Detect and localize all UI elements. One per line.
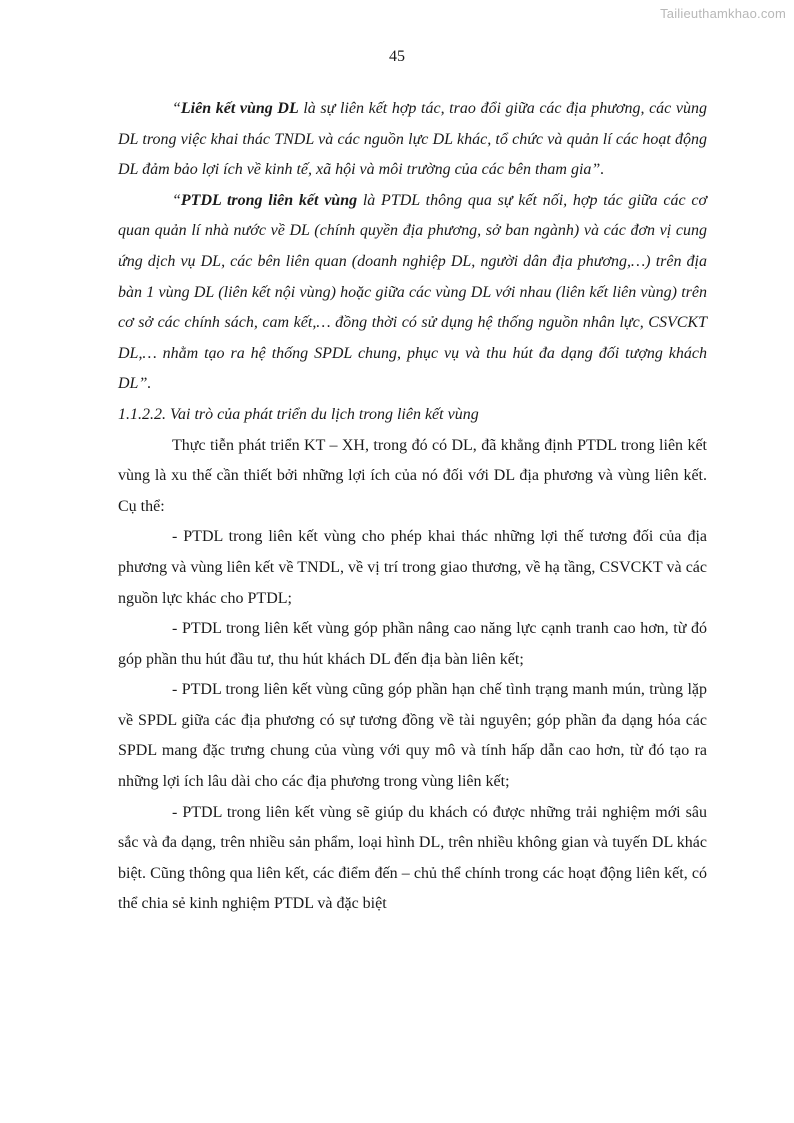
definition-regional-linkage <box>118 94 707 186</box>
paragraph: Thực tiễn phát triển KT – XH, trong đó có DL, đã khẳng định PTDL trong liên kết vùng là xu thế cần thiết bởi những lợi ích của nó đối với DL địa phương và vùng liên kết. Cụ thể: <box>118 436 707 515</box>
definition-term: Liên kết vùng DL <box>180 100 299 117</box>
definition-term: PTDL trong liên kết vùng <box>180 191 358 209</box>
bullet-paragraph: - PTDL trong liên kết vùng sẽ giúp du khách có được những trải nghiệm mới sâu sắc và đa dạng, trên nhiều sản phẩm, loại hình DL, trên nhiều không gian và tuyến DL khác biệt. Cũng thông qua liên kết, các điểm đến – chủ thể chính trong các hoạt động liên kết, có thể chia sẻ kinh nghiệm PTDL và đặc biệt <box>118 803 707 913</box>
bullet-paragraph: - PTDL trong liên kết vùng cũng góp phần hạn chế tình trạng manh mún, trùng lặp về SPDL giữa các địa phương có sự tương đồng về tài nguyên; góp phần đa dạng hóa các SPDL mang đặc trưng chung của vùng với quy mô và tính hấp dẫn cao hơn, từ đó tạo ra những lợi ích lâu dài cho các địa phương trong vùng liên kết; <box>118 681 707 791</box>
definition-tourism-regional-linkage <box>118 186 707 400</box>
watermark: Tailieuthamkhao.com <box>660 6 786 21</box>
page-number: 45 <box>389 48 405 65</box>
open-quote: “ <box>172 191 181 209</box>
document-body <box>118 94 707 920</box>
bullet-paragraph: - PTDL trong liên kết vùng góp phần nâng cao năng lực cạnh tranh cao hơn, từ đó góp phần thu hút đầu tư, thu hút khách DL đến địa bàn liên kết; <box>118 620 707 668</box>
bullet-paragraph: - PTDL trong liên kết vùng cho phép khai thác những lợi thế tương đối của địa phương và vùng liên kết về TNDL, về vị trí trong giao thương, về hạ tầng, CSVCKT và các nguồn lực khác cho PTDL; <box>118 528 707 607</box>
section-heading: 1.1.2.2. Vai trò của phát triển du lịch trong liên kết vùng <box>118 405 479 423</box>
definition-body: là sự liên kết hợp tác, trao đổi giữa các địa phương, các vùng DL trong việc khai thác TNDL và các nguồn lực DL khác, tổ chức và quản lí các hoạt động DL đảm bảo lợi ích về kinh tế, xã hội và môi trường của các bên tham gia”. <box>118 100 707 179</box>
open-quote: “ <box>172 100 181 117</box>
definition-body: là PTDL thông qua sự kết nối, hợp tác giữa các cơ quan quản lí nhà nước về DL (chính quyền địa phương, sở ban ngành) và các đơn vị cung ứng dịch vụ DL, các bên liên quan (doanh nghiệp DL, người dân địa phương,…) trên địa bàn 1 vùng DL (liên kết nội vùng) hoặc giữa các vùng DL với nhau (liên kết liên vùng) trên cơ sở các chính sách, cam kết,… đồng thời có sử dụng hệ thống nguồn nhân lực, CSVCKT DL,… nhằm tạo ra hệ thống SPDL chung, phục vụ và thu hút đa dạng đối tượng khách DL”. <box>118 191 708 393</box>
